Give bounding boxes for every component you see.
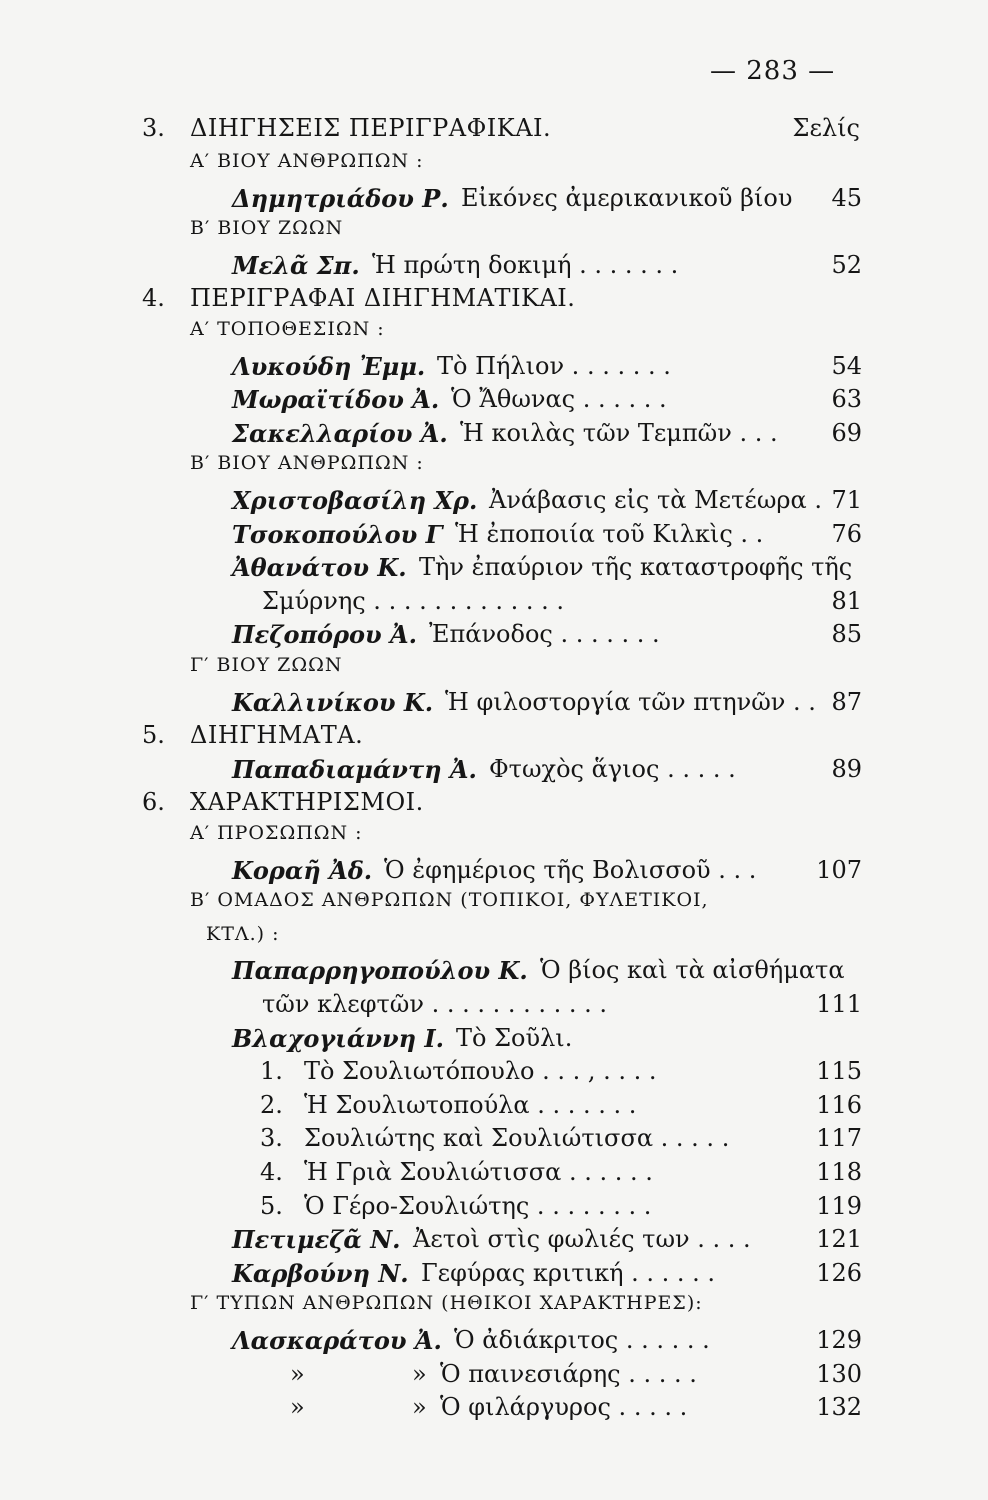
entry-title: Ἡ Σουλιωτοπούλα . . . . . . .: [304, 1090, 637, 1119]
subsection-title: Γ′ ΤΥΠΩΝ ΑΝΘΡΩΠΩΝ (ΗΘΙΚΟΙ ΧΑΡΑΚΤΗΡΕΣ):: [190, 1292, 703, 1315]
list-item: [0, 1057, 988, 1093]
page-ref: 87: [831, 687, 862, 716]
section-title: ΠΕΡΙΓΡΑΦΑΙ ΔΙΗΓΗΜΑΤΙΚΑΙ.: [190, 284, 576, 313]
list-item: [0, 1360, 988, 1396]
page-ref: 71: [831, 486, 862, 514]
page-ref: 132: [816, 1393, 862, 1422]
page-ref: 118: [816, 1158, 862, 1186]
entry-title: Ἡ φιλοστοργία τῶν πτηνῶν . .: [445, 687, 816, 716]
list-item: [0, 150, 988, 186]
list-item: [0, 486, 988, 522]
ditto-mark: »: [290, 1393, 305, 1422]
author-name: Μωραϊτίδου Ἀ.: [232, 385, 440, 415]
list-item: [0, 1259, 988, 1295]
entry-title-continued: τῶν κλεφτῶν . . . . . . . . . . . .: [262, 990, 608, 1018]
entry-title: Ἡ ἐποποιία τοῦ Κιλκὶς . .: [455, 519, 764, 548]
list-item: [0, 620, 988, 656]
page-ref: 115: [816, 1057, 862, 1086]
list-item: [0, 788, 988, 824]
entry-title: Ὁ παινεσιάρης . . . . .: [440, 1359, 697, 1388]
list-item: [0, 1225, 988, 1261]
list-item: [0, 1091, 988, 1127]
page-ref: 54: [831, 351, 862, 380]
entry-title: Φτωχὸς ἅγιος . . . . .: [489, 754, 736, 783]
list-item: [0, 1326, 988, 1362]
page-ref: 63: [831, 385, 862, 414]
author-name: Λυκούδη Ἐμμ.: [232, 351, 426, 381]
list-item: [0, 1024, 988, 1060]
list-item: [0, 587, 988, 623]
author-name: Καλλινίκου Κ.: [232, 687, 434, 717]
author-name: Μελᾶ Σπ.: [232, 250, 360, 280]
subsection-continued: ΚΤΛ.) :: [206, 922, 280, 945]
ditto-mark: »: [412, 1393, 427, 1422]
subsection-title: Β′ ΟΜΑΔΟΣ ΑΝΘΡΩΠΩΝ (ΤΟΠΙΚΟΙ, ΦΥΛΕΤΙΚΟΙ,: [190, 889, 709, 912]
list-item: [0, 217, 988, 253]
page-ref: 126: [816, 1258, 862, 1287]
entry-title: Ὁ φιλάργυρος . . . . .: [440, 1393, 688, 1422]
author-name: Σακελλαρίου Ἀ.: [232, 418, 448, 448]
list-item: [0, 755, 988, 791]
entry-title: Ἡ Γριὰ Σουλιώτισσα . . . . . .: [304, 1158, 653, 1186]
section-number: 5.: [142, 721, 165, 750]
list-item: [0, 856, 988, 892]
author-name: Βλαχογιάννη Ι.: [232, 1023, 444, 1053]
list-item: [0, 184, 988, 220]
ditto-mark: »: [290, 1359, 305, 1388]
list-item: [0, 452, 988, 488]
entry-title: Εἰκόνες ἀμερικανικοῦ βίου: [461, 183, 793, 212]
list-item: [0, 520, 988, 556]
subsection-title: Α′ ΤΟΠΟΘΕΣΙΩΝ :: [190, 318, 385, 340]
entry-title: Σουλιώτης καὶ Σουλιώτισσα . . . . .: [304, 1124, 730, 1153]
author-name: Παπαρρηγοπούλου Κ.: [232, 956, 528, 986]
entry-title: Ὁ ἀδιάκριτος . . . . . .: [454, 1326, 710, 1354]
list-item: [0, 654, 988, 690]
subsection-title: Α′ ΒΙΟΥ ΑΝΘΡΩΠΩΝ :: [190, 150, 424, 172]
list-item: [0, 419, 988, 455]
subsection-title: Γ′ ΒΙΟΥ ΖΩΩΝ: [190, 654, 343, 676]
page-ref: 81: [831, 586, 862, 615]
page-ref: 117: [816, 1124, 862, 1153]
ditto-mark: »: [412, 1359, 427, 1388]
list-item: [0, 1158, 988, 1194]
author-name: Χριστοβασίλη Χρ.: [232, 486, 478, 515]
list-item: [0, 889, 988, 925]
entry-title: Ἡ πρώτη δοκιμή . . . . . . .: [372, 250, 679, 279]
entry-title: Τὸ Πήλιον . . . . . . .: [437, 351, 671, 380]
page-ref: 130: [816, 1359, 862, 1388]
section-number: 3.: [142, 114, 165, 142]
subsection-title: Β′ ΒΙΟΥ ΑΝΘΡΩΠΩΝ :: [190, 452, 424, 475]
list-item: [0, 1124, 988, 1160]
list-item: [0, 822, 988, 858]
section-heading: [0, 114, 988, 150]
entry-title-continued: Σμύρνης . . . . . . . . . . . . .: [262, 586, 565, 615]
author-name: Πεζοπόρου Ἀ.: [232, 620, 418, 650]
item-number: 5.: [260, 1191, 283, 1220]
entry-title: Ἐπάνοδος . . . . . . .: [429, 620, 660, 649]
entry-title: Τὸ Σουλιωτόπουλο . . . , . . . .: [304, 1057, 657, 1086]
page-ref: 111: [816, 990, 862, 1018]
list-item: [0, 284, 988, 320]
section-title: ΔΙΗΓΗΜΑΤΑ.: [190, 721, 364, 750]
list-item: [0, 956, 988, 992]
entry-title: Ὁ Γέρο-Σουλιώτης . . . . . . . .: [304, 1191, 652, 1220]
author-name: Ἀθανάτου Κ.: [232, 553, 407, 583]
list-item: [0, 385, 988, 421]
entry-title: Ὁ Ἄθωνας . . . . . .: [451, 385, 667, 414]
list-item: [0, 1393, 988, 1429]
page-number: — 283 —: [710, 56, 836, 86]
entry-title: Ἀετοὶ στὶς φωλιές των . . . .: [413, 1225, 751, 1254]
section-number: 4.: [142, 284, 165, 313]
list-item: [0, 1292, 988, 1328]
page-ref: 45: [831, 183, 862, 212]
page-ref: 52: [831, 250, 862, 279]
page-ref: 129: [816, 1326, 862, 1354]
list-item: [0, 352, 988, 388]
entry-title: Ὁ βίος καὶ τὰ αἰσθήματα: [540, 956, 845, 985]
pages-column-header: Σελίς: [792, 114, 860, 142]
section-number: 6.: [142, 788, 165, 817]
subsection-title: Α′ ΠΡΟΣΩΠΩΝ :: [190, 822, 363, 844]
author-name: Πετιμεζᾶ Ν.: [232, 1225, 401, 1255]
list-item: [0, 1192, 988, 1228]
author-name: Τσοκοπούλου Γ: [232, 519, 443, 549]
list-item: [0, 251, 988, 287]
page-ref: 121: [816, 1225, 862, 1254]
page-ref: 69: [831, 418, 862, 447]
item-number: 3.: [260, 1124, 283, 1153]
page-ref: 89: [831, 754, 862, 783]
section-title: ΧΑΡΑΚΤΗΡΙΣΜΟΙ.: [190, 788, 424, 817]
subsection-title: Β′ ΒΙΟΥ ΖΩΩΝ: [190, 217, 344, 240]
page-ref: 116: [816, 1090, 862, 1119]
author-name: Παπαδιαμάντη Ἀ.: [232, 754, 477, 784]
list-item: [0, 688, 988, 724]
entry-title: Ἀνάβασις εἰς τὰ Μετέωρα .: [489, 486, 822, 514]
author-name: Κοραῆ Ἀδ.: [232, 855, 373, 885]
item-number: 2.: [260, 1090, 283, 1119]
list-item: [0, 990, 988, 1026]
section-title: ΔΙΗΓΗΣΕΙΣ ΠΕΡΙΓΡΑΦΙΚΑΙ.: [190, 114, 552, 142]
page-ref: 119: [816, 1191, 862, 1220]
page-ref: 107: [816, 855, 862, 884]
entry-title: Τὸ Σοῦλι.: [456, 1023, 573, 1052]
entry-title: Ἡ κοιλὰς τῶν Τεμπῶν . . .: [460, 418, 778, 447]
entry-title: Γεφύρας κριτική . . . . . .: [421, 1258, 715, 1287]
item-number: 4.: [260, 1158, 283, 1186]
author-name: Καρβούνη Ν.: [232, 1258, 409, 1288]
item-number: 1.: [260, 1057, 283, 1086]
author-name: Λασκαράτου Ἀ.: [232, 1326, 442, 1355]
list-item: [0, 318, 988, 354]
page-ref: 85: [831, 620, 862, 649]
list-item: [0, 721, 988, 757]
entry-title: Ὁ ἐφημέριος τῆς Βολισσοῦ . . .: [384, 855, 757, 884]
page-ref: 76: [831, 519, 862, 548]
author-name: Δημητριάδου Ρ.: [232, 183, 449, 213]
list-item: [0, 553, 988, 589]
entry-title: Τὴν ἐπαύριον τῆς καταστροφῆς τῆς: [419, 553, 853, 582]
list-item: [0, 923, 988, 959]
